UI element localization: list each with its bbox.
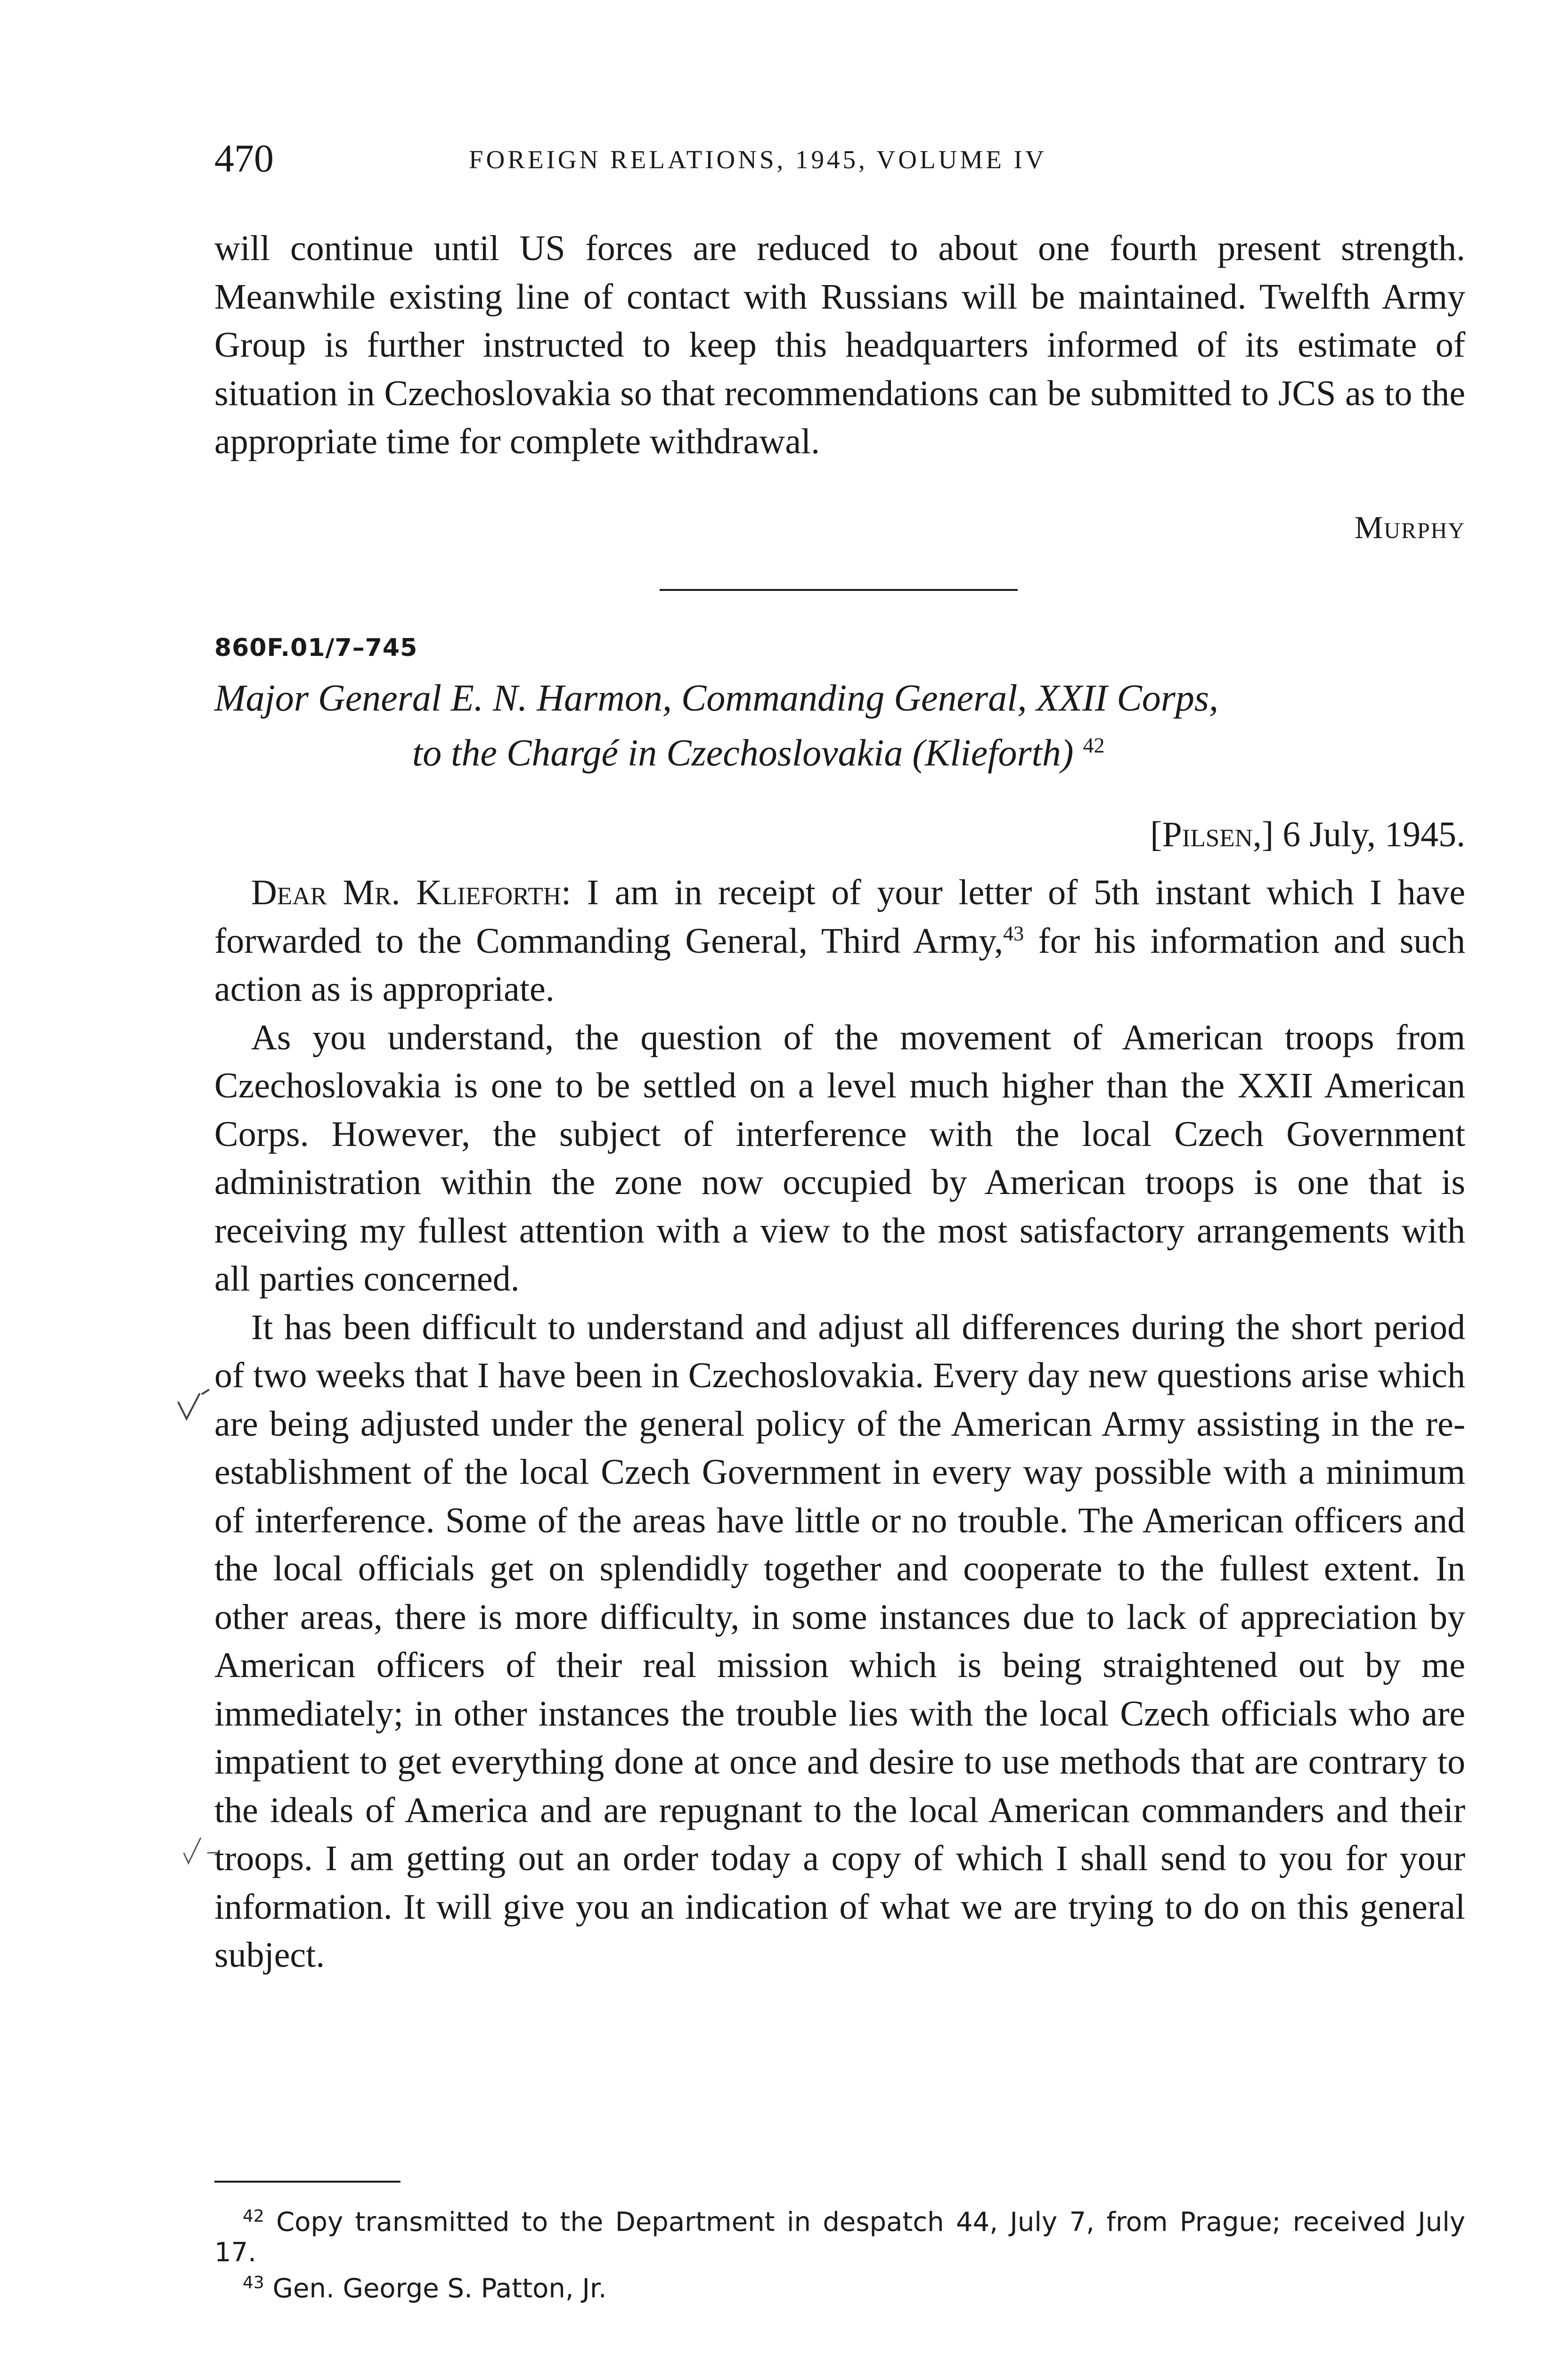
dateline-place: [Pilsen,]	[1150, 815, 1274, 854]
document-title-line-2	[214, 722, 1465, 777]
document-title-line-2-text: to the Chargé in Czechoslovakia (Klieforth)	[412, 732, 1074, 774]
footnote-43	[214, 2268, 1465, 2304]
letter-paragraph-1-text-a: : I am in receipt of your letter of 5th instant which I have forwarded to the Commanding General, Third Army,	[214, 873, 1465, 961]
footnote-42-text: Copy transmitted to the Department in despatch 44, July 7, from Prague; received July 17.	[214, 2207, 1465, 2268]
title-footnote-ref: 42	[1083, 733, 1105, 757]
page-number: 470	[214, 137, 274, 180]
footnotes	[214, 2201, 1465, 2304]
footnote-43-text: Gen. George S. Patton, Jr.	[272, 2273, 607, 2304]
letter-paragraph-1	[214, 868, 1465, 1014]
dateline-date: 6 July, 1945.	[1282, 815, 1465, 854]
footnote-43-number: 43	[243, 2273, 264, 2292]
salutation: Dear Mr. Klieforth	[251, 873, 561, 912]
dateline	[1150, 814, 1465, 855]
document-title-line-1: Major General E. N. Harmon, Commanding General, XXII Corps,	[214, 678, 1218, 719]
file-number: 860F.01/7–745	[214, 634, 418, 662]
page-header	[214, 138, 1470, 180]
letter-body	[214, 868, 1465, 1980]
footnote-ref-43: 43	[1003, 922, 1024, 945]
running-head: FOREIGN RELATIONS, 1945, VOLUME IV	[469, 145, 1047, 174]
intro-paragraph: will continue until US forces are reduced to about one fourth present strength. Meanwhile existing line of contact with Russians will be maintained. Twelfth Army Group is further instructed to keep this headquarters informed of its estimate of situation in Czechoslovakia so that recommendations can be submitted to JCS as to the appropriate time for complete withdrawal.	[214, 229, 1465, 461]
letter-paragraph-1-text-b: for his information and such action as is appropriate.	[214, 921, 1466, 1009]
letter-paragraph-3: It has been difficult to understand and adjust all differences during the short period of two weeks that I have been in Czechoslovakia. Every day new questions arise which are being adjusted under the general policy of the American Army assisting in the re-establishment of the local Czech Government in every way possible with a minimum of interference. Some of the areas have little or no trouble. The American officers and the local officials get on splendidly together and cooperate to the fullest extent. In other areas, there is more difficulty, in some instances due to lack of appreciation by American officers of their real mission which is being straightened out by me immediately; in other instances the trouble lies with the local Czech officials who are impatient to get everything done at once and desire to use methods that are contrary to the ideals of America and are repugnant to the local American commanders and their troops. I am getting out an order today a copy of which I shall send to you for your information. It will give you an indication of what we are trying to do on this general subject.	[214, 1307, 1465, 1975]
footnote-42	[214, 2201, 1465, 2268]
check-mark-icon	[175, 1388, 213, 1425]
intro-paragraph-block	[214, 224, 1465, 466]
footnote-divider	[214, 2181, 400, 2183]
signature: Murphy	[1354, 509, 1465, 545]
section-divider	[660, 589, 1018, 591]
footnote-42-number: 42	[243, 2207, 264, 2226]
letter-paragraph-2: As you understand, the question of the movement of American troops from Czechoslovakia is one to be settled on a level much higher than the XXII American Corps. However, the subject of interference with the local Czech Government administration within the zone now occupied by American troops is one that is receiving my fullest attention with a view to the most satisfactory arrangements with all parties concerned.	[214, 1017, 1465, 1299]
document-title	[214, 675, 1465, 777]
check-mark-icon	[179, 1828, 221, 1871]
